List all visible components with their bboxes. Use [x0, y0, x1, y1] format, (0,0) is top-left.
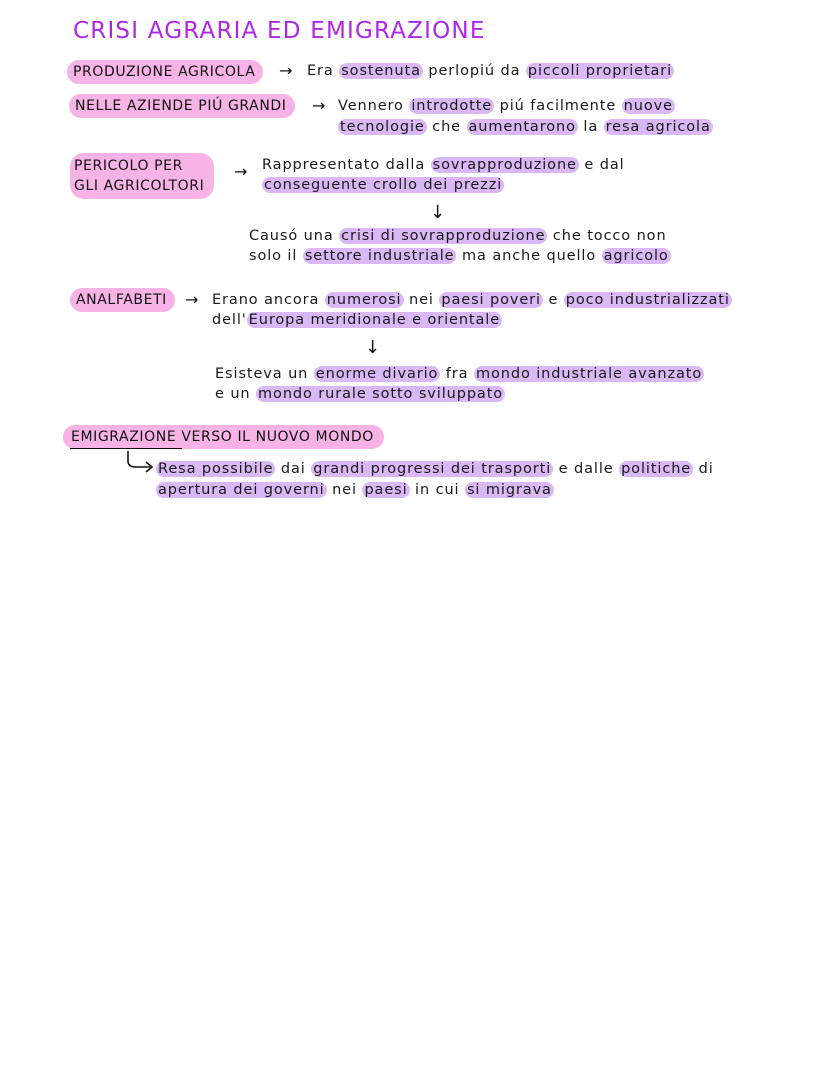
text-fragment: Esisteva un [215, 366, 314, 382]
text-fragment: piú facilmente [494, 98, 622, 114]
highlight: apertura dei governi [158, 482, 325, 498]
highlight: sovrapproduzione [432, 157, 577, 173]
text-fragment: Erano ancora [212, 292, 325, 308]
text-fragment: ma anche quello [456, 248, 602, 264]
highlight: piccoli proprietari [527, 63, 673, 79]
text-fragment: nei [326, 482, 363, 498]
highlight: enorme divario [315, 366, 439, 382]
text-fragment: Causó una [249, 228, 340, 244]
pericolo-text-line1 [262, 155, 625, 175]
text-fragment: dai [275, 461, 312, 477]
text-fragment: fra [440, 366, 474, 382]
aziende-text-line1 [338, 96, 675, 116]
highlight: crisi di sovrapproduzione [341, 228, 546, 244]
text-fragment: dell' [212, 312, 247, 328]
highlight: Resa possibile [158, 461, 274, 477]
highlight: tecnologie [340, 119, 425, 135]
pericolo-consequence-line1 [249, 226, 667, 246]
analfabeti-text-line1 [212, 290, 732, 310]
hook-arrow-icon [124, 449, 156, 473]
text-fragment: e [542, 292, 564, 308]
right-arrow-icon: → [185, 290, 199, 309]
text-fragment: e un [215, 386, 257, 402]
highlight: poco industrializzati [565, 292, 730, 308]
label-pericolo-agricoltori [70, 153, 214, 199]
analfabeti-consequence-line2 [215, 384, 505, 404]
analfabeti-text-line2 [212, 310, 502, 330]
highlight: paesi poveri [441, 292, 541, 308]
highlight: mondo industriale avanzato [475, 366, 703, 382]
text-fragment: che [426, 119, 467, 135]
highlight: grandi progressi dei trasporti [313, 461, 552, 477]
highlight: conseguente crollo dei prezzi [264, 177, 503, 193]
highlight: nuove [623, 98, 673, 114]
pericolo-consequence-line2 [249, 246, 671, 266]
highlight: aumentarono [468, 119, 576, 135]
label-analfabeti: ANALFABETI [70, 288, 175, 312]
page-title: CRISI AGRARIA ED EMIGRAZIONE [73, 18, 486, 44]
emigrazione-text-line1 [156, 459, 714, 479]
label-line: GLI AGRICOLTORI [74, 178, 205, 194]
down-arrow-icon: ↓ [365, 337, 381, 358]
aziende-text-line2 [338, 117, 713, 137]
highlight: resa agricola [605, 119, 711, 135]
text-fragment: Rappresentato dalla [262, 157, 431, 173]
text-fragment: Era [307, 63, 340, 79]
text-fragment: perlopiú da [422, 63, 526, 79]
text-fragment: solo il [249, 248, 303, 264]
pericolo-text-line2 [262, 175, 504, 195]
text-fragment: nei [403, 292, 440, 308]
right-arrow-icon: → [234, 162, 248, 181]
label-emigrazione: EMIGRAZIONE VERSO IL NUOVO MONDO [63, 425, 384, 449]
produzione-text [307, 61, 674, 81]
text-fragment: la [577, 119, 604, 135]
highlight: settore industriale [304, 248, 455, 264]
highlight: introdotte [411, 98, 493, 114]
down-arrow-icon: ↓ [430, 202, 446, 223]
highlight: sostenuta [341, 63, 421, 79]
text-fragment: di [693, 461, 714, 477]
emigrazione-text-line2 [156, 480, 554, 500]
highlight: Europa meridionale e orientale [248, 312, 501, 328]
text-fragment: che tocco non [547, 228, 667, 244]
right-arrow-icon: → [279, 61, 293, 80]
highlight: numerosi [326, 292, 402, 308]
highlight: si migrava [466, 482, 552, 498]
text-fragment: e dalle [553, 461, 620, 477]
right-arrow-icon: → [312, 96, 326, 115]
highlight: politiche [621, 461, 692, 477]
highlight: mondo rurale sotto sviluppato [258, 386, 504, 402]
highlight: paesi [364, 482, 408, 498]
highlight: agricolo [603, 248, 669, 264]
analfabeti-consequence-line1 [215, 364, 704, 384]
label-line: PERICOLO PER [74, 158, 183, 174]
label-produzione-agricola: PRODUZIONE AGRICOLA [67, 60, 263, 84]
label-aziende-grandi: NELLE AZIENDE PIÚ GRANDI [69, 94, 295, 118]
text-fragment: in cui [409, 482, 465, 498]
text-fragment: Vennero [338, 98, 410, 114]
text-fragment: e dal [578, 157, 625, 173]
